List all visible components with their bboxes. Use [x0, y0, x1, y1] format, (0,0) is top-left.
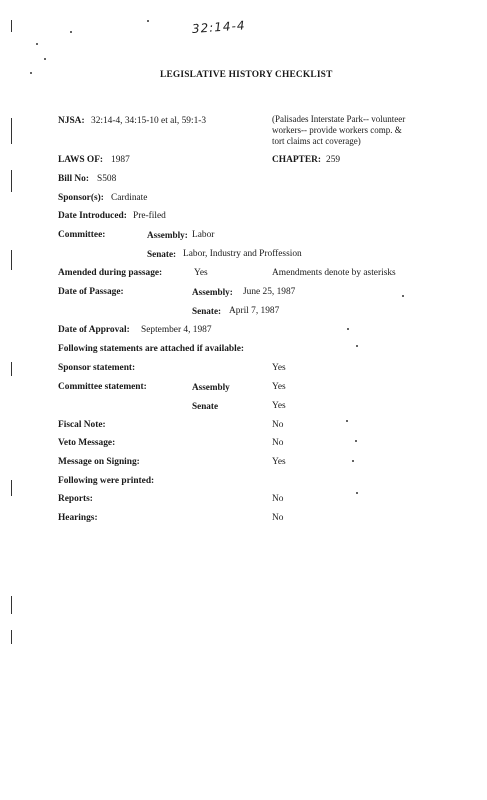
scan-speck [355, 440, 357, 442]
bill-no-value: S508 [97, 174, 117, 184]
scan-speck [347, 328, 349, 330]
njsa-note-line1: (Palisades Interstate Park-- volunteer [272, 114, 406, 124]
hearings-label: Hearings: [58, 513, 98, 523]
message-on-signing-value: Yes [272, 457, 286, 467]
scan-edge-mark [11, 20, 12, 32]
scan-speck [402, 295, 404, 297]
laws-of-label: LAWS OF: [58, 155, 104, 165]
committee-assembly-label: Assembly: [147, 230, 188, 240]
date-of-approval-value: September 4, 1987 [141, 325, 212, 335]
committee-statement-assembly-value: Yes [272, 382, 286, 392]
committee-senate-label: Senate: [147, 249, 177, 259]
hearings-value: No [272, 513, 284, 523]
committee-statement-senate-value: Yes [272, 401, 286, 411]
amended-note: Amendments denote by asterisks [272, 268, 396, 278]
committee-label: Committee: [58, 230, 106, 240]
laws-of-value: 1987 [111, 155, 130, 165]
date-of-passage-label: Date of Passage: [58, 287, 124, 297]
fiscal-note-label: Fiscal Note: [58, 420, 106, 430]
handwritten-number: 32:14-4 [191, 18, 246, 36]
scan-edge-mark [11, 250, 12, 270]
njsa-label: NJSA: [58, 116, 85, 126]
scan-speck [30, 72, 32, 74]
scan-edge-mark [11, 630, 12, 644]
passage-senate-value: April 7, 1987 [229, 306, 280, 316]
passage-assembly-value: June 25, 1987 [243, 287, 296, 297]
scan-speck [147, 20, 149, 22]
date-of-approval-label: Date of Approval: [58, 325, 130, 335]
committee-statement-assembly-label: Assembly [192, 382, 230, 392]
scan-edge-mark [11, 596, 12, 614]
scan-edge-mark [11, 362, 12, 376]
following-printed-heading: Following were printed: [58, 476, 155, 486]
scan-speck [44, 58, 46, 60]
committee-senate-value: Labor, Industry and Proffession [183, 249, 302, 259]
passage-assembly-label: Assembly: [192, 287, 233, 297]
chapter-value: 259 [326, 155, 341, 165]
date-introduced-value: Pre-filed [133, 211, 166, 221]
scan-speck [36, 43, 38, 45]
amended-value: Yes [194, 268, 208, 278]
veto-message-value: No [272, 438, 284, 448]
reports-value: No [272, 494, 284, 504]
njsa-value: 32:14-4, 34:15-10 et al, 59:1-3 [91, 116, 207, 126]
scan-speck [356, 492, 358, 494]
scan-speck [352, 460, 354, 462]
sponsor-statement-value: Yes [272, 363, 286, 373]
fiscal-note-value: No [272, 420, 284, 430]
message-on-signing-label: Message on Signing: [58, 457, 140, 467]
following-attached-heading: Following statements are attached if available: [58, 344, 244, 354]
bill-no-label: Bill No: [58, 174, 89, 184]
scan-edge-mark [11, 480, 12, 496]
passage-senate-label: Senate: [192, 306, 222, 316]
date-introduced-label: Date Introduced: [58, 211, 127, 221]
scan-speck [356, 345, 358, 347]
chapter-label: CHAPTER: [272, 155, 321, 165]
reports-label: Reports: [58, 494, 93, 504]
scan-edge-mark [11, 118, 12, 144]
scan-speck [346, 420, 348, 422]
page-title: LEGISLATIVE HISTORY CHECKLIST [160, 70, 333, 80]
sponsor-value: Cardinate [111, 193, 148, 203]
committee-statement-senate-label: Senate [192, 401, 219, 411]
njsa-note-line3: tort claims act coverage) [272, 136, 361, 146]
sponsor-statement-label: Sponsor statement: [58, 363, 136, 373]
sponsor-label: Sponsor(s): [58, 193, 104, 203]
committee-assembly-value: Labor [192, 230, 215, 240]
committee-statement-label: Committee statement: [58, 382, 147, 392]
njsa-note-line2: workers-- provide workers comp. & [272, 125, 402, 135]
scan-edge-mark [11, 170, 12, 192]
scan-speck [70, 31, 72, 33]
veto-message-label: Veto Message: [58, 438, 116, 448]
amended-label: Amended during passage: [58, 268, 163, 278]
